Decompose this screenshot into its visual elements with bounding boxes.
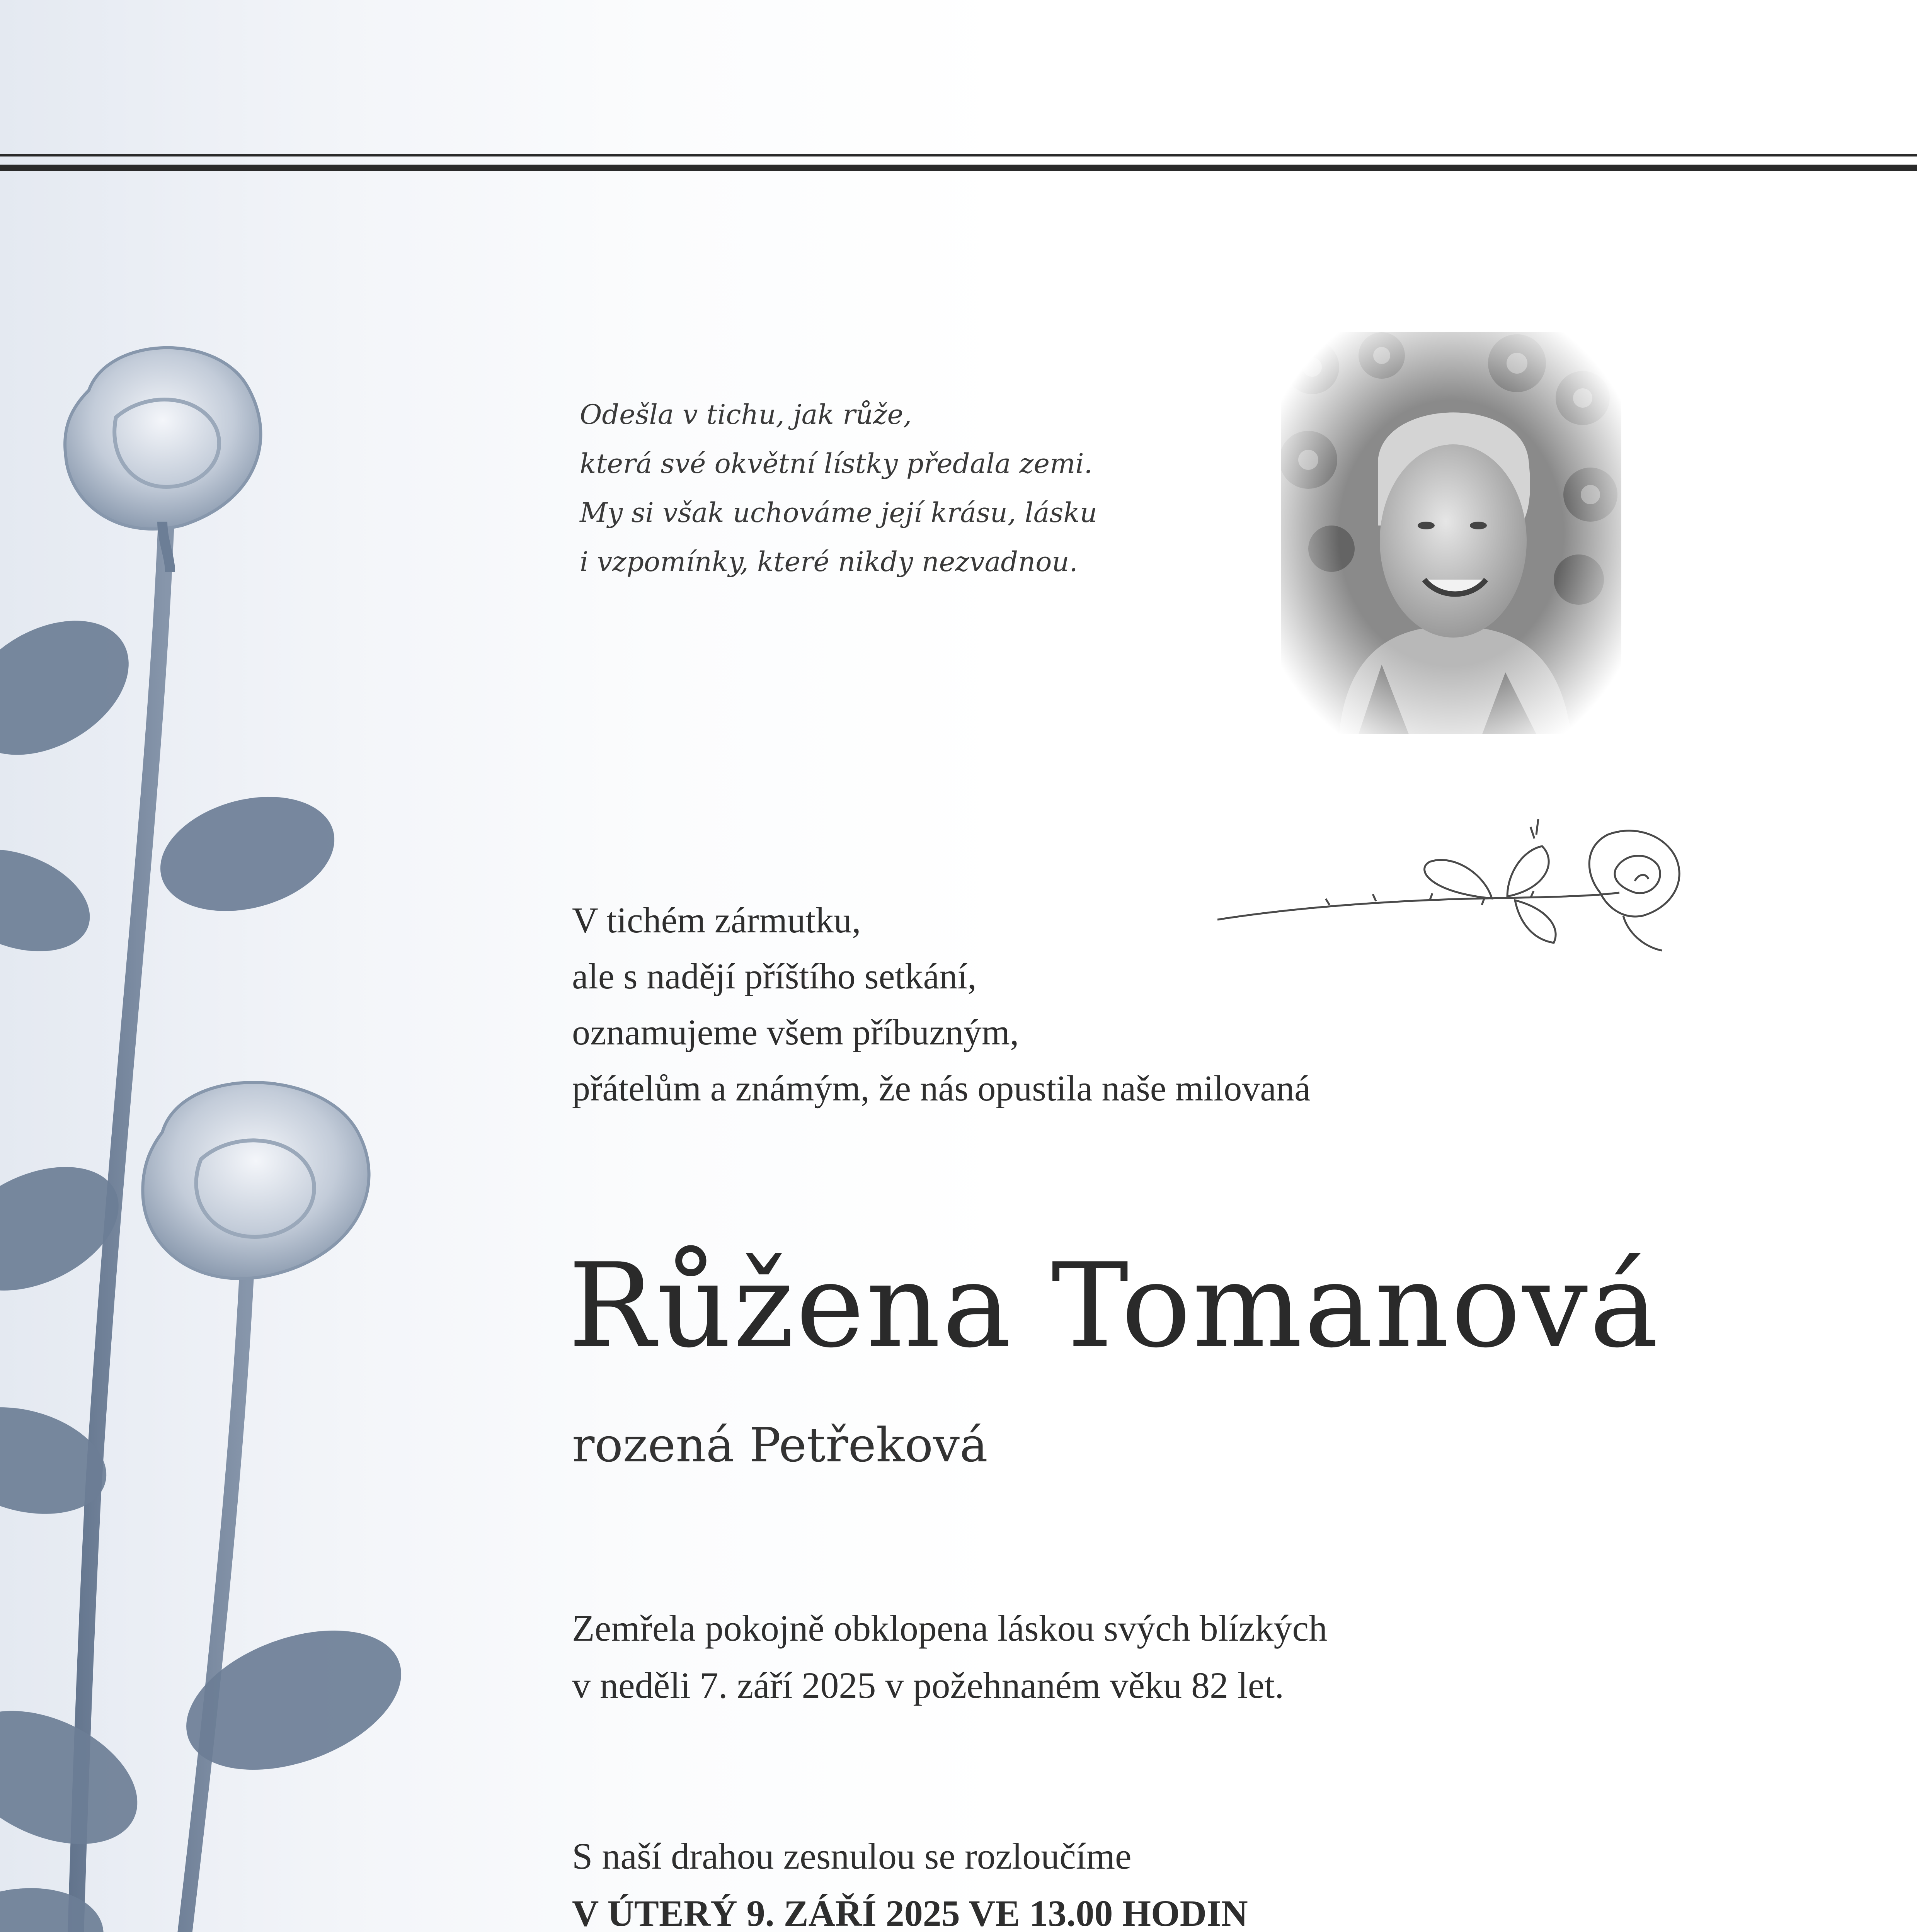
poem-line: i vzpomínky, které nikdy nezvadnou. — [580, 546, 1078, 578]
maiden-name: rozená Petřeková — [572, 1418, 988, 1473]
death-notice-line: Zemřela pokojně obklopena láskou svých blízkých — [572, 1607, 1328, 1649]
farewell-info — [572, 1828, 1770, 1932]
portrait-photo — [1281, 332, 1621, 734]
death-notice-line: v neděli 7. září 2025 v požehnaném věku 82 let. — [572, 1665, 1284, 1706]
farewell-intro: S naší drahou zesnulou se rozloučíme — [572, 1835, 1132, 1877]
intro-line: oznamujeme všem příbuzným, — [572, 1012, 1019, 1053]
poem-line: Odešla v tichu, jak růže, — [580, 399, 912, 430]
deceased-name: Růžena Tomanová — [568, 1238, 1660, 1373]
announcement-intro — [572, 893, 1731, 1117]
top-rule-thick — [0, 165, 1917, 171]
top-rule-thin — [0, 154, 1917, 156]
death-notice — [572, 1600, 1770, 1714]
intro-line: V tichém zármutku, — [572, 900, 861, 940]
intro-line: přátelům a známým, že nás opustila naše milovaná — [572, 1068, 1311, 1109]
memorial-poem — [580, 390, 1237, 587]
farewell-datetime: V ÚTERÝ 9. ZÁŘÍ 2025 VE 13.00 HODIN — [572, 1893, 1248, 1932]
intro-line: ale s nadějí příštího setkání, — [572, 956, 977, 997]
poem-line: která své okvětní lístky předala zemi. — [580, 448, 1093, 480]
poem-line: My si však uchováme její krásu, lásku — [580, 497, 1097, 529]
rose-decoration — [0, 340, 456, 1932]
